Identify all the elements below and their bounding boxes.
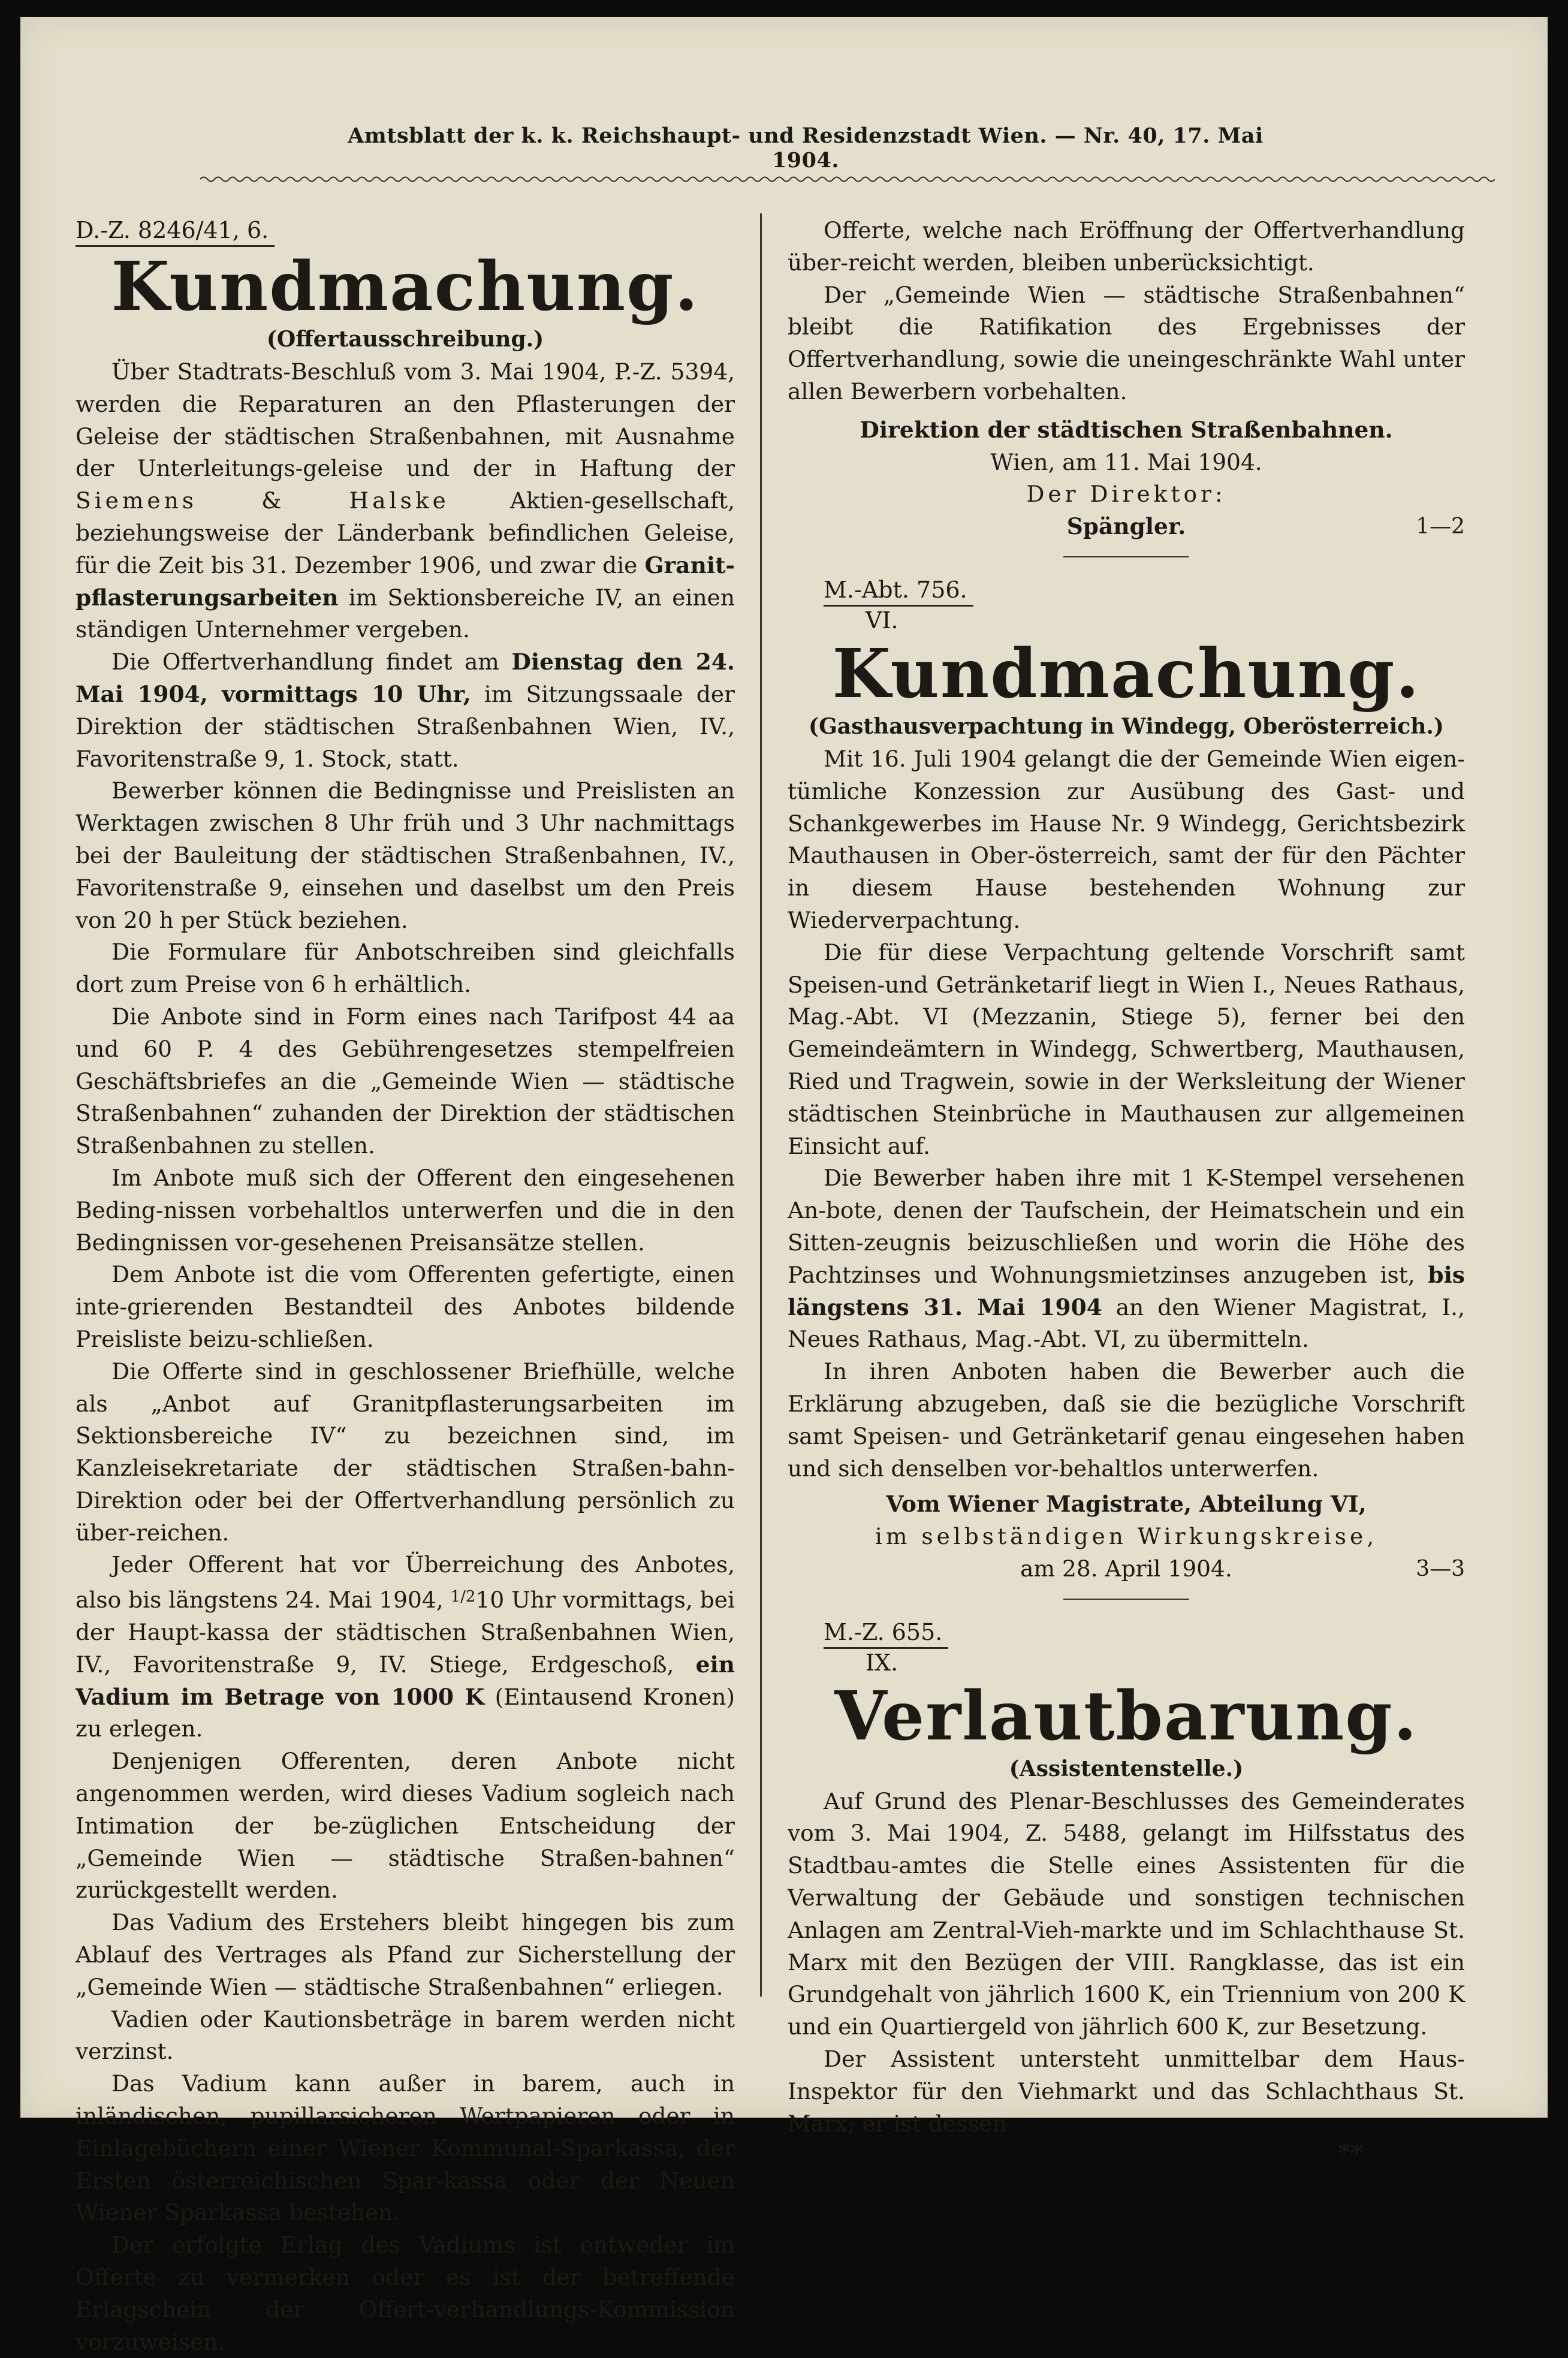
left-column — [76, 215, 735, 2358]
reference-number: D.-Z. 8246/41, 6. — [76, 215, 275, 247]
paragraph: Der „Gemeinde Wien — städtische Straßenbahnen“ bleibt die Ratifikation des Ergebnisses der Offertverhandlung, sowie die uneingeschränkte Wahl unter allen Bewerbern vorbehalten. — [788, 281, 1465, 405]
reference-subnumber: IX. — [866, 1649, 898, 1676]
signature-role: Der Direktor: — [1026, 481, 1226, 508]
paragraph: Die Formulare für Anbotschreiben sind gleichfalls dort zum Preise von 6 h erhältlich. — [76, 939, 735, 998]
paragraph: Dem Anbote ist die vom Offerenten gefertigte, einen inte-grierenden Bestandteil des Anbotes bildende Preisliste beizu-schließen. — [76, 1261, 735, 1352]
signature-org: Vom Wiener Magistrate, Abteilung VI, — [886, 1491, 1367, 1518]
paragraph: Die Offerte sind in geschlossener Briefhülle, welche als „Anbot auf Granitpflasterungsarbeiten im Sektionsbereiche IV“ zu bezeichnen sind, im Kanzleisekretariate der städtischen Straßen-bahn-Direktion oder bei der Offertverhandlung persönlich zu über-reichen. — [76, 1358, 735, 1546]
signature-place-date: Wien, am 11. Mai 1904. — [990, 448, 1262, 475]
paragraph: Der erfolgte Erlag des Vadiums ist entweder im Offerte zu vermerken oder es ist der betreffende Erlagschein der Offert-verhandlungs-Kommission vorzuweisen. — [76, 2232, 735, 2355]
paragraph: Mit 16. Juli 1904 gelangt die der Gemeinde Wien eigen-tümliche Konzession zur Ausübung des Gast- und Schankgewerbes im Hause Nr. 9 Windegg, Gerichtsbezirk Mauthausen in Ober-österreich, samt der für den Pächter in diesem Hause bestehenden Wohnung zur Wiederverpachtung. — [788, 745, 1465, 933]
paragraph: Denjenigen Offerenten, deren Anbote nicht angenommen werden, wird dieses Vadium sogleich nach Intimation der be-züglichen Entscheidung der „Gemeinde Wien — städtische Straßen-bahnen“ zurückgestellt werden. — [76, 1748, 735, 1904]
signature-name-row — [788, 511, 1465, 543]
paragraph: Die Offertverhandlung findet am Dienstag den 24. Mai 1904, vormittags 10 Uhr, im Sitzungssaale der Direktion der städtischen Straßenbahnen Wien, IV., Favoritenstraße 9, 1. Stock, statt. — [76, 649, 735, 772]
section-divider — [1063, 556, 1189, 557]
paragraph: In ihren Anboten haben die Bewerber auch die Erklärung abzugeben, daß sie die bezügliche Vorschrift samt Speisen- und Getränketarif genau eingesehen haben und sich denselben vor-behaltlos unterwerfen. — [788, 1358, 1465, 1482]
paragraph: Offerte, welche nach Eröffnung der Offertverhandlung über-reicht werden, bleiben unberücksichtigt. — [788, 217, 1465, 276]
column-divider — [760, 213, 762, 1997]
right-column — [788, 215, 1465, 2166]
signature-date: am 28. April 1904. — [1020, 1555, 1232, 1582]
section-divider — [1063, 1599, 1189, 1600]
paragraph: Die Anbote sind in Form eines nach Tarifpost 44 aa und 60 P. 4 des Gebührengesetzes stempelfreien Geschäftsbriefes an die „Gemeinde Wien — städtische Straßenbahnen“ zuhanden der Direktion der städtischen Straßenbahnen zu stellen. — [76, 1003, 735, 1159]
signature-name: Spängler. — [1066, 513, 1186, 540]
notice-subtitle: (Gasthausverpachtung in Windegg, Oberösterreich.) — [809, 713, 1444, 739]
insertion-number: 1—2 — [1416, 514, 1465, 539]
paragraph: Jeder Offerent hat vor Überreichung des Anbotes, also bis längstens 24. Mai 1904, $^{1/2}$10 Uhr vormittags, bei der Haupt-kassa der städtischen Straßenbahnen Wien, IV., Favoritenstraße 9, IV. Stiege, Erdgeschoß, ein Vadium im Betrage von 1000 K (Eintausend Kronen) zu erlegen. — [76, 1551, 735, 1742]
continuation-mark: ** — [1338, 2139, 1363, 2167]
paragraph: Im Anbote muß sich der Offerent den eingesehenen Beding-nissen vorbehaltlos unterwerfen und die in den Bedingnissen vor-gesehenen Preisansätze stellen. — [76, 1164, 735, 1256]
paragraph: Bewerber können die Bedingnisse und Preislisten an Werktagen zwischen 8 Uhr früh und 3 Uhr nachmittags bei der Bauleitung der städtischen Straßenbahnen, IV., Favoritenstraße 9, einsehen und daselbst um den Preis von 20 h per Stück beziehen. — [76, 777, 735, 933]
paragraph: Die für diese Verpachtung geltende Vorschrift samt Speisen-und Getränketarif liegt in Wien I., Neues Rathaus, Mag.-Abt. VI (Mezzanin, Stiege 5), ferner bei den Gemeindeämtern in Windegg, Schwertberg, Mauthausen, Ried und Tragwein, sowie in der Werksleitung der Wiener städtischen Steinbrüche in Mauthausen zur allgemeinen Einsicht auf. — [788, 939, 1465, 1159]
notice-title: Kundmachung. — [111, 248, 699, 326]
paragraph: Der Assistent untersteht unmittelbar dem Haus-Inspektor für den Viehmarkt und das Schlachthaus St. Marx; er ist dessen — [788, 2046, 1465, 2137]
signature-sphere: im selbständigen Wirkungskreise, — [875, 1523, 1378, 1550]
insertion-number: 3—3 — [1416, 1556, 1465, 1581]
notice-subtitle: (Offertausschreibung.) — [266, 327, 544, 352]
paragraph: Die Bewerber haben ihre mit 1 K-Stempel versehenen An-bote, denen der Taufschein, der Heimatschein und ein Sitten-zeugnis beizuschließen und worin die Höhe des Pachtzinses und Wohnungsmietzinses anzugeben ist, bis längstens 31. Mai 1904 an den Wiener Magistrat, I., Neues Rathaus, Mag.-Abt. VI, zu übermitteln. — [788, 1165, 1465, 1353]
paragraph: Vadien oder Kautionsbeträge in barem werden nicht verzinst. — [76, 2006, 735, 2065]
notice-title: Kundmachung. — [832, 634, 1421, 713]
paragraph: Über Stadtrats-Beschluß vom 3. Mai 1904, P.-Z. 5394, werden die Reparaturen an den Pflasterungen der Geleise der städtischen Straßenbahnen, mit Ausnahme der Unterleitungs-geleise und der in Haftung der Siemens & Halske Aktien-gesellschaft, beziehungsweise der Länderbank befindlichen Geleise, für die Zeit bis 31. Dezember 1906, und zwar die Granit-pflasterungsarbeiten im Sektionsbereiche IV, an einen ständigen Unternehmer vergeben. — [76, 358, 735, 643]
paragraph: Das Vadium des Erstehers bleibt hingegen bis zum Ablauf des Vertrages als Pfand zur Sicherstellung der „Gemeinde Wien — städtische Straßenbahnen“ erliegen. — [76, 1909, 735, 2000]
running-head: Amtsblatt der k. k. Reichshaupt- und Residenzstadt Wien. — Nr. 40, 17. Mai 1904. — [348, 123, 1264, 173]
paragraph: Auf Grund des Plenar-Beschlusses des Gemeinderates vom 3. Mai 1904, Z. 5488, gelangt im Hilfsstatus des Stadtbau-amtes die Stelle eines Assistenten für die Verwaltung der Gebäude und sonstigen technischen Anlagen am Zentral-Vieh-markte und im Schlachthause St. Marx mit den Bezügen der VIII. Rangklasse, das ist ein Grundgehalt von jährlich 1600 K, ein Triennium von 200 K und ein Quartiergeld von jährlich 600 K, zur Besetzung. — [788, 1787, 1465, 2040]
notice-title: Verlautbarung. — [834, 1676, 1418, 1756]
reference-number: M.-Z. 655. — [824, 1617, 948, 1649]
reference-subnumber: VI. — [866, 607, 898, 634]
signature-date-row — [788, 1553, 1465, 1585]
signature-org: Direktion der städtischen Straßenbahnen. — [860, 416, 1393, 443]
paragraph: Das Vadium kann außer in barem, auch in inländischen, pupillarsicheren Wertpapieren oder in Einlagebüchern einer Wiener Kommunal-Sparkassa, der Ersten österreichischen Spar-kassa oder der Neuen Wiener Sparkassa bestehen. — [76, 2070, 735, 2226]
notice-subtitle: (Assistentenstelle.) — [1009, 1756, 1244, 1781]
newspaper-page — [20, 17, 1548, 2355]
header-wavy-rule — [200, 174, 1495, 185]
reference-number: M.-Abt. 756. — [824, 575, 973, 607]
